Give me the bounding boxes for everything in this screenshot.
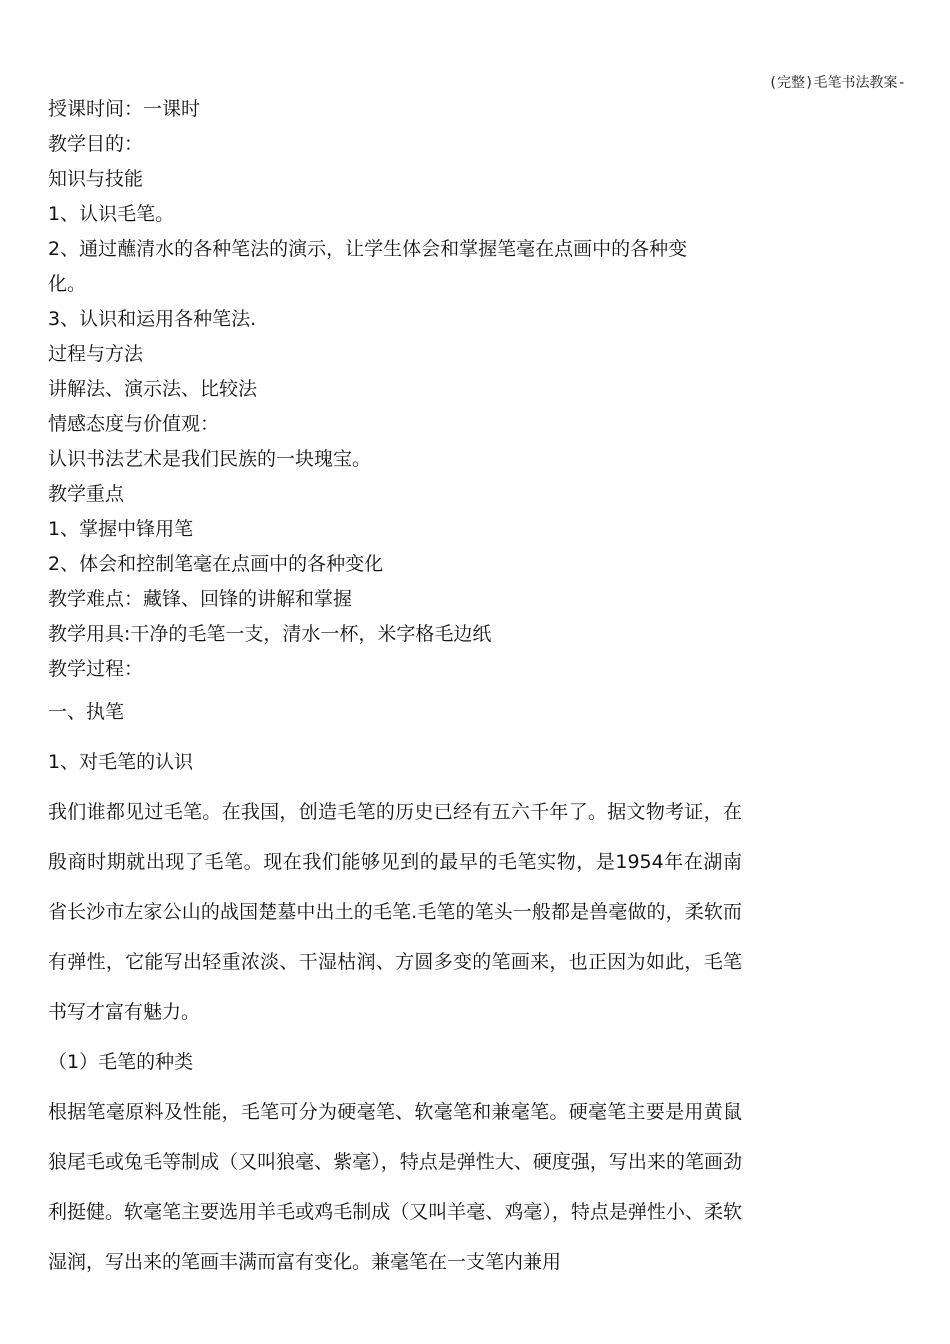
- text-line: 教学用具:干净的毛笔一支，清水一杯，米字格毛边纸: [48, 623, 492, 645]
- text-line: 教学重点: [48, 483, 125, 505]
- text-line: 化。: [48, 273, 87, 295]
- text-line: 讲解法、演示法、比较法: [48, 378, 258, 400]
- text-line: 教学过程：: [48, 658, 144, 680]
- text-line: 认识书法艺术是我们民族的一块瑰宝。: [48, 448, 372, 470]
- text-line: 2、通过蘸清水的各种笔法的演示，让学生体会和掌握笔毫在点画中的各种变: [48, 238, 688, 260]
- section-heading: 一、执笔: [48, 701, 125, 723]
- text-line: 3、认识和运用各种笔法.: [48, 308, 257, 330]
- text-line: 1、认识毛笔。: [48, 203, 175, 225]
- text-line: 情感态度与价值观：: [48, 413, 220, 435]
- text-line: 教学难点：藏锋、回锋的讲解和掌握: [48, 588, 353, 610]
- text-line: 2、体会和控制笔毫在点画中的各种变化: [48, 553, 384, 575]
- body-paragraph: 我们谁都见过毛笔。在我国，创造毛笔的历史已经有五六千年了。据文物考证，在殷商时期就出现了毛笔。现在我们能够见到的最早的毛笔实物，是1954年在湖南省长沙市左家公山的战国楚墓中出土的毛笔.毛笔的笔头一般都是兽毫做的，柔软而有弹性，它能写出轻重浓淡、干湿枯润、方圆多变的笔画来，也正因为如此，毛笔书写才富有魅力。: [48, 801, 742, 1023]
- subsection-heading: 1、对毛笔的认识: [48, 751, 194, 773]
- document-body: [48, 92, 742, 1287]
- text-line: 1、掌握中锋用笔: [48, 518, 194, 540]
- page-header: (完整)毛笔书法教案-: [768, 75, 906, 91]
- text-line: 过程与方法: [48, 343, 144, 365]
- text-line: 授课时间：一课时: [48, 98, 201, 120]
- text-line: 知识与技能: [48, 168, 144, 190]
- body-paragraph: 根据笔毫原料及性能，毛笔可分为硬毫笔、软毫笔和兼毫笔。硬毫笔主要是用黄鼠狼尾毛或兔毛等制成（又叫狼毫、紫毫），特点是弹性大、硬度强，写出来的笔画劲利挺健。软毫笔主要选用羊毛或鸡毛制成（又叫羊毫、鸡毫），特点是弹性小、柔软湿润，写出来的笔画丰满而富有变化。兼毫笔在一支笔内兼用: [48, 1101, 742, 1273]
- subsection-heading: （1）毛笔的种类: [48, 1051, 194, 1073]
- text-line: 教学目的：: [48, 133, 144, 155]
